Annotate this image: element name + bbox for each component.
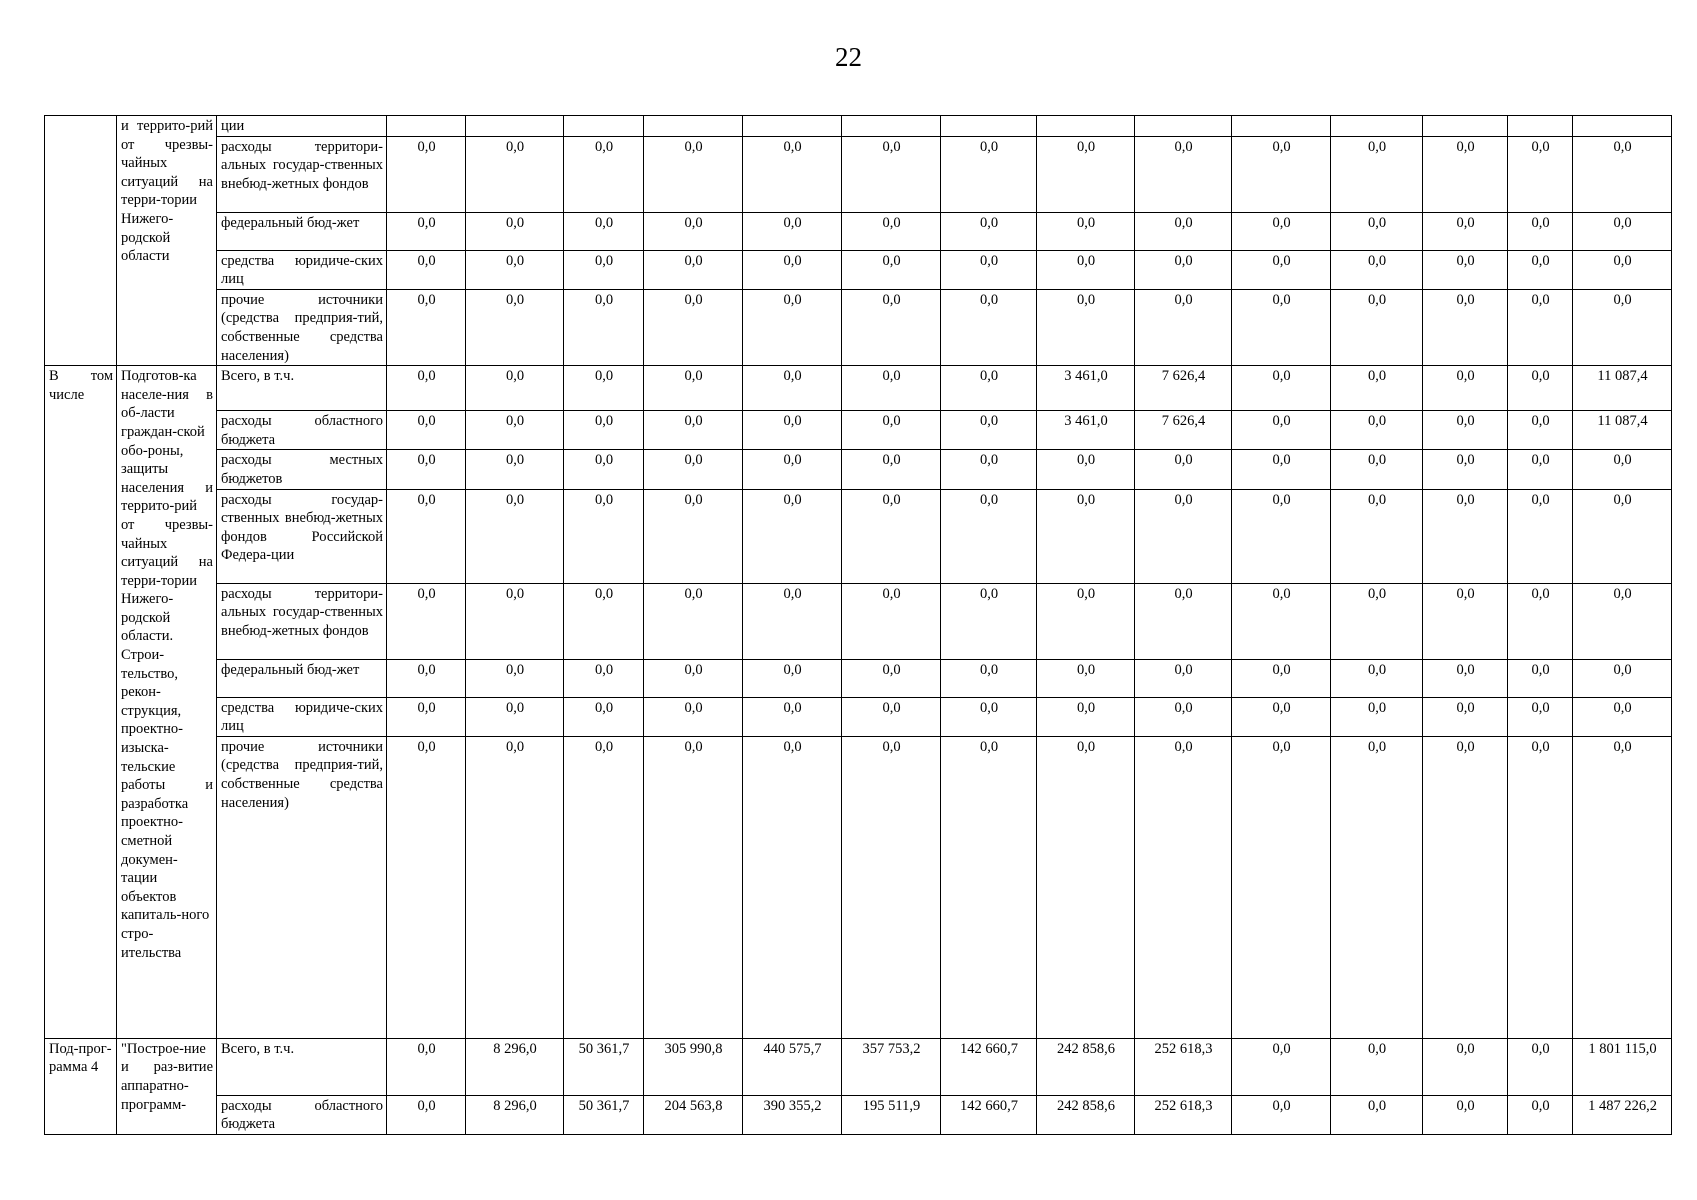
value-cell: 357 753,2 bbox=[842, 1038, 941, 1095]
value-cell: 0,0 bbox=[466, 136, 564, 212]
value-cell: 0,0 bbox=[387, 250, 466, 289]
value-cell: 7 626,4 bbox=[1135, 366, 1232, 411]
value-cell: 0,0 bbox=[644, 289, 743, 365]
value-cell: 0,0 bbox=[644, 136, 743, 212]
value-cell: 0,0 bbox=[1423, 659, 1508, 697]
value-cell bbox=[466, 116, 564, 137]
value-cell: 142 660,7 bbox=[941, 1095, 1037, 1134]
value-cell: 0,0 bbox=[1037, 697, 1135, 736]
funding-source-cell: расходы областного бюджета bbox=[217, 411, 387, 450]
value-cell: 0,0 bbox=[564, 489, 644, 583]
funding-source-cell: Всего, в т.ч. bbox=[217, 1038, 387, 1095]
value-cell: 0,0 bbox=[644, 697, 743, 736]
value-cell: 0,0 bbox=[1331, 583, 1423, 659]
value-cell: 195 511,9 bbox=[842, 1095, 941, 1134]
value-cell: 0,0 bbox=[644, 450, 743, 489]
value-cell: 0,0 bbox=[1232, 289, 1331, 365]
value-cell: 0,0 bbox=[466, 250, 564, 289]
value-cell: 0,0 bbox=[842, 289, 941, 365]
value-cell: 0,0 bbox=[564, 212, 644, 250]
value-cell: 0,0 bbox=[1508, 366, 1573, 411]
funding-source-cell: прочие источники (средства предприя-тий, собственные средства населения) bbox=[217, 736, 387, 1038]
value-cell: 242 858,6 bbox=[1037, 1038, 1135, 1095]
value-cell: 0,0 bbox=[1037, 583, 1135, 659]
funding-source-cell: федеральный бюд-жет bbox=[217, 659, 387, 697]
value-cell: 0,0 bbox=[387, 1095, 466, 1134]
value-cell: 0,0 bbox=[1331, 1095, 1423, 1134]
value-cell: 0,0 bbox=[941, 736, 1037, 1038]
value-cell: 0,0 bbox=[1331, 736, 1423, 1038]
value-cell: 0,0 bbox=[1232, 136, 1331, 212]
funding-source-cell: расходы территори-альных государ-ственных внебюд-жетных фондов bbox=[217, 136, 387, 212]
value-cell: 0,0 bbox=[1135, 450, 1232, 489]
value-cell: 0,0 bbox=[941, 366, 1037, 411]
funding-source-cell: федеральный бюд-жет bbox=[217, 212, 387, 250]
value-cell: 0,0 bbox=[1232, 450, 1331, 489]
value-cell: 0,0 bbox=[842, 736, 941, 1038]
value-cell: 0,0 bbox=[1232, 1038, 1331, 1095]
value-cell: 0,0 bbox=[1508, 659, 1573, 697]
value-cell: 0,0 bbox=[1331, 697, 1423, 736]
value-cell: 3 461,0 bbox=[1037, 366, 1135, 411]
value-cell bbox=[1573, 116, 1672, 137]
value-cell: 0,0 bbox=[1508, 736, 1573, 1038]
value-cell: 0,0 bbox=[1573, 250, 1672, 289]
value-cell: 0,0 bbox=[1331, 450, 1423, 489]
funding-source-cell: расходы местных бюджетов bbox=[217, 450, 387, 489]
value-cell: 0,0 bbox=[387, 411, 466, 450]
value-cell: 0,0 bbox=[564, 697, 644, 736]
value-cell bbox=[1232, 116, 1331, 137]
value-cell: 305 990,8 bbox=[644, 1038, 743, 1095]
value-cell: 0,0 bbox=[1232, 411, 1331, 450]
value-cell: 0,0 bbox=[387, 136, 466, 212]
value-cell: 0,0 bbox=[466, 289, 564, 365]
value-cell: 0,0 bbox=[1331, 411, 1423, 450]
value-cell: 0,0 bbox=[1508, 212, 1573, 250]
value-cell: 0,0 bbox=[1508, 289, 1573, 365]
value-cell: 0,0 bbox=[743, 250, 842, 289]
value-cell: 0,0 bbox=[743, 289, 842, 365]
value-cell: 0,0 bbox=[1573, 450, 1672, 489]
table-row bbox=[45, 659, 1672, 697]
value-cell: 0,0 bbox=[743, 136, 842, 212]
funding-source-cell: прочие источники (средства предприя-тий, собственные средства населения) bbox=[217, 289, 387, 365]
value-cell: 8 296,0 bbox=[466, 1038, 564, 1095]
value-cell: 0,0 bbox=[1331, 489, 1423, 583]
value-cell: 0,0 bbox=[387, 450, 466, 489]
value-cell: 252 618,3 bbox=[1135, 1095, 1232, 1134]
value-cell: 0,0 bbox=[1037, 136, 1135, 212]
table-row bbox=[45, 450, 1672, 489]
value-cell: 0,0 bbox=[564, 736, 644, 1038]
value-cell: 0,0 bbox=[1232, 659, 1331, 697]
value-cell: 0,0 bbox=[564, 583, 644, 659]
value-cell: 0,0 bbox=[1573, 697, 1672, 736]
value-cell: 0,0 bbox=[1423, 450, 1508, 489]
value-cell: 0,0 bbox=[564, 289, 644, 365]
value-cell: 0,0 bbox=[1232, 250, 1331, 289]
value-cell: 0,0 bbox=[1573, 289, 1672, 365]
value-cell: 0,0 bbox=[941, 583, 1037, 659]
value-cell: 0,0 bbox=[1423, 736, 1508, 1038]
value-cell bbox=[1508, 116, 1573, 137]
value-cell: 0,0 bbox=[644, 659, 743, 697]
value-cell: 0,0 bbox=[1423, 1095, 1508, 1134]
value-cell: 0,0 bbox=[1508, 489, 1573, 583]
value-cell: 0,0 bbox=[1423, 212, 1508, 250]
program-level-cell bbox=[45, 116, 117, 366]
table-row bbox=[45, 1095, 1672, 1134]
value-cell: 0,0 bbox=[1331, 136, 1423, 212]
value-cell bbox=[1037, 116, 1135, 137]
funding-source-cell: расходы территори-альных государ-ственных внебюд-жетных фондов bbox=[217, 583, 387, 659]
value-cell: 0,0 bbox=[941, 659, 1037, 697]
table-row bbox=[45, 583, 1672, 659]
value-cell: 0,0 bbox=[842, 489, 941, 583]
value-cell: 0,0 bbox=[1508, 1095, 1573, 1134]
value-cell: 50 361,7 bbox=[564, 1038, 644, 1095]
value-cell: 0,0 bbox=[1423, 289, 1508, 365]
value-cell: 0,0 bbox=[1331, 366, 1423, 411]
value-cell: 0,0 bbox=[387, 289, 466, 365]
value-cell: 0,0 bbox=[743, 212, 842, 250]
value-cell: 0,0 bbox=[387, 697, 466, 736]
value-cell: 0,0 bbox=[1423, 489, 1508, 583]
value-cell: 390 355,2 bbox=[743, 1095, 842, 1134]
value-cell: 0,0 bbox=[1508, 411, 1573, 450]
value-cell: 7 626,4 bbox=[1135, 411, 1232, 450]
value-cell: 0,0 bbox=[1037, 659, 1135, 697]
funding-source-cell: средства юридиче-ских лиц bbox=[217, 250, 387, 289]
table-row bbox=[45, 697, 1672, 736]
table-row bbox=[45, 736, 1672, 1038]
value-cell bbox=[387, 116, 466, 137]
value-cell: 0,0 bbox=[1135, 489, 1232, 583]
value-cell: 0,0 bbox=[1331, 659, 1423, 697]
table-row bbox=[45, 1038, 1672, 1095]
value-cell: 440 575,7 bbox=[743, 1038, 842, 1095]
value-cell: 0,0 bbox=[644, 489, 743, 583]
value-cell: 0,0 bbox=[466, 212, 564, 250]
value-cell: 0,0 bbox=[941, 289, 1037, 365]
value-cell: 0,0 bbox=[1232, 697, 1331, 736]
value-cell: 0,0 bbox=[842, 659, 941, 697]
table-row bbox=[45, 289, 1672, 365]
value-cell bbox=[941, 116, 1037, 137]
value-cell: 0,0 bbox=[644, 411, 743, 450]
table-row bbox=[45, 212, 1672, 250]
funding-source-cell: расходы областного бюджета bbox=[217, 1095, 387, 1134]
value-cell: 0,0 bbox=[466, 697, 564, 736]
value-cell: 0,0 bbox=[564, 659, 644, 697]
value-cell: 1 487 226,2 bbox=[1573, 1095, 1672, 1134]
value-cell: 0,0 bbox=[941, 250, 1037, 289]
value-cell: 0,0 bbox=[1423, 583, 1508, 659]
value-cell: 3 461,0 bbox=[1037, 411, 1135, 450]
value-cell: 0,0 bbox=[387, 489, 466, 583]
value-cell: 0,0 bbox=[644, 366, 743, 411]
value-cell: 0,0 bbox=[564, 366, 644, 411]
value-cell: 0,0 bbox=[564, 411, 644, 450]
value-cell bbox=[564, 116, 644, 137]
table-row bbox=[45, 489, 1672, 583]
value-cell: 0,0 bbox=[1135, 212, 1232, 250]
value-cell: 0,0 bbox=[387, 366, 466, 411]
value-cell: 0,0 bbox=[842, 411, 941, 450]
value-cell: 0,0 bbox=[1508, 583, 1573, 659]
value-cell: 0,0 bbox=[1573, 212, 1672, 250]
value-cell: 0,0 bbox=[842, 450, 941, 489]
value-cell: 142 660,7 bbox=[941, 1038, 1037, 1095]
table-row bbox=[45, 411, 1672, 450]
table-row bbox=[45, 116, 1672, 137]
value-cell: 0,0 bbox=[941, 136, 1037, 212]
value-cell: 0,0 bbox=[1508, 136, 1573, 212]
value-cell: 0,0 bbox=[1037, 212, 1135, 250]
value-cell: 0,0 bbox=[941, 212, 1037, 250]
value-cell: 11 087,4 bbox=[1573, 366, 1672, 411]
value-cell: 0,0 bbox=[644, 250, 743, 289]
value-cell: 0,0 bbox=[466, 736, 564, 1038]
value-cell: 204 563,8 bbox=[644, 1095, 743, 1134]
value-cell: 0,0 bbox=[1232, 583, 1331, 659]
value-cell: 0,0 bbox=[1037, 450, 1135, 489]
value-cell bbox=[644, 116, 743, 137]
value-cell: 0,0 bbox=[387, 212, 466, 250]
value-cell: 0,0 bbox=[466, 659, 564, 697]
value-cell: 0,0 bbox=[387, 736, 466, 1038]
value-cell: 0,0 bbox=[644, 212, 743, 250]
program-title-cell: "Построе-ние и раз-витие аппаратно-программ- bbox=[117, 1038, 217, 1134]
value-cell: 0,0 bbox=[743, 659, 842, 697]
value-cell: 0,0 bbox=[1037, 489, 1135, 583]
value-cell: 1 801 115,0 bbox=[1573, 1038, 1672, 1095]
value-cell: 0,0 bbox=[743, 489, 842, 583]
value-cell: 0,0 bbox=[466, 366, 564, 411]
value-cell: 0,0 bbox=[1232, 212, 1331, 250]
funding-source-cell: расходы государ-ственных внебюд-жетных фондов Российской Федера-ции bbox=[217, 489, 387, 583]
value-cell bbox=[1423, 116, 1508, 137]
value-cell: 0,0 bbox=[564, 250, 644, 289]
value-cell: 0,0 bbox=[1573, 736, 1672, 1038]
value-cell: 0,0 bbox=[1508, 1038, 1573, 1095]
value-cell: 0,0 bbox=[1037, 736, 1135, 1038]
value-cell: 0,0 bbox=[1135, 583, 1232, 659]
table-row bbox=[45, 366, 1672, 411]
value-cell: 0,0 bbox=[1423, 697, 1508, 736]
value-cell: 0,0 bbox=[941, 489, 1037, 583]
value-cell: 0,0 bbox=[941, 450, 1037, 489]
program-title-cell: Подготов-ка населе-ния в об-ласти граждан-ской обо-роны, защиты населения и террито-рий от чрезвы-чайных ситуаций на терри-тории Нижего-родской области. Строи-тельство, рекон-струкция, проектно-изыска-тельские работы и разработка проектно-сметной докумен-тации объектов капиталь-ного стро-ительства bbox=[117, 366, 217, 1039]
value-cell: 0,0 bbox=[1573, 583, 1672, 659]
value-cell: 0,0 bbox=[1232, 489, 1331, 583]
value-cell: 252 618,3 bbox=[1135, 1038, 1232, 1095]
value-cell: 0,0 bbox=[1508, 697, 1573, 736]
value-cell: 0,0 bbox=[466, 411, 564, 450]
value-cell: 0,0 bbox=[466, 583, 564, 659]
value-cell: 0,0 bbox=[1573, 659, 1672, 697]
value-cell: 50 361,7 bbox=[564, 1095, 644, 1134]
value-cell: 0,0 bbox=[842, 212, 941, 250]
budget-table bbox=[44, 115, 1672, 1135]
value-cell: 0,0 bbox=[743, 411, 842, 450]
value-cell: 0,0 bbox=[842, 250, 941, 289]
value-cell: 0,0 bbox=[1037, 250, 1135, 289]
funding-source-cell: ции bbox=[217, 116, 387, 137]
value-cell: 0,0 bbox=[1135, 289, 1232, 365]
page-number: 22 bbox=[835, 42, 862, 72]
program-level-cell: В том числе bbox=[45, 366, 117, 1039]
value-cell: 0,0 bbox=[1573, 489, 1672, 583]
value-cell: 0,0 bbox=[564, 450, 644, 489]
value-cell: 0,0 bbox=[1423, 1038, 1508, 1095]
value-cell: 0,0 bbox=[1037, 289, 1135, 365]
value-cell: 0,0 bbox=[1135, 250, 1232, 289]
value-cell: 8 296,0 bbox=[466, 1095, 564, 1134]
value-cell bbox=[1135, 116, 1232, 137]
value-cell: 0,0 bbox=[466, 489, 564, 583]
value-cell: 0,0 bbox=[644, 736, 743, 1038]
value-cell: 0,0 bbox=[644, 583, 743, 659]
table-row bbox=[45, 250, 1672, 289]
value-cell: 0,0 bbox=[743, 583, 842, 659]
value-cell: 0,0 bbox=[1423, 136, 1508, 212]
value-cell bbox=[743, 116, 842, 137]
value-cell: 0,0 bbox=[1135, 136, 1232, 212]
value-cell: 0,0 bbox=[1423, 366, 1508, 411]
value-cell: 0,0 bbox=[743, 736, 842, 1038]
value-cell: 0,0 bbox=[1135, 736, 1232, 1038]
value-cell: 0,0 bbox=[1508, 450, 1573, 489]
value-cell: 0,0 bbox=[1331, 250, 1423, 289]
value-cell: 242 858,6 bbox=[1037, 1095, 1135, 1134]
program-title-cell: и террито-рий от чрезвы-чайных ситуаций на терри-тории Нижего-родской области bbox=[117, 116, 217, 366]
value-cell: 0,0 bbox=[1232, 366, 1331, 411]
value-cell: 0,0 bbox=[1331, 1038, 1423, 1095]
value-cell: 0,0 bbox=[1331, 212, 1423, 250]
value-cell: 0,0 bbox=[1232, 1095, 1331, 1134]
funding-source-cell: Всего, в т.ч. bbox=[217, 366, 387, 411]
value-cell: 0,0 bbox=[743, 366, 842, 411]
value-cell: 0,0 bbox=[941, 697, 1037, 736]
table-row bbox=[45, 136, 1672, 212]
value-cell: 0,0 bbox=[1508, 250, 1573, 289]
value-cell: 0,0 bbox=[466, 450, 564, 489]
value-cell: 0,0 bbox=[743, 450, 842, 489]
value-cell: 0,0 bbox=[1423, 250, 1508, 289]
value-cell: 0,0 bbox=[842, 136, 941, 212]
value-cell: 0,0 bbox=[842, 366, 941, 411]
value-cell: 0,0 bbox=[1573, 136, 1672, 212]
value-cell: 0,0 bbox=[564, 136, 644, 212]
value-cell: 0,0 bbox=[1232, 736, 1331, 1038]
value-cell bbox=[1331, 116, 1423, 137]
value-cell: 0,0 bbox=[387, 1038, 466, 1095]
value-cell: 0,0 bbox=[1135, 697, 1232, 736]
value-cell: 11 087,4 bbox=[1573, 411, 1672, 450]
value-cell: 0,0 bbox=[1331, 289, 1423, 365]
value-cell: 0,0 bbox=[842, 697, 941, 736]
value-cell bbox=[842, 116, 941, 137]
value-cell: 0,0 bbox=[387, 659, 466, 697]
value-cell: 0,0 bbox=[1135, 659, 1232, 697]
value-cell: 0,0 bbox=[842, 583, 941, 659]
program-level-cell: Под-прог-рамма 4 bbox=[45, 1038, 117, 1134]
value-cell: 0,0 bbox=[1423, 411, 1508, 450]
value-cell: 0,0 bbox=[941, 411, 1037, 450]
funding-source-cell: средства юридиче-ских лиц bbox=[217, 697, 387, 736]
value-cell: 0,0 bbox=[743, 697, 842, 736]
value-cell: 0,0 bbox=[387, 583, 466, 659]
